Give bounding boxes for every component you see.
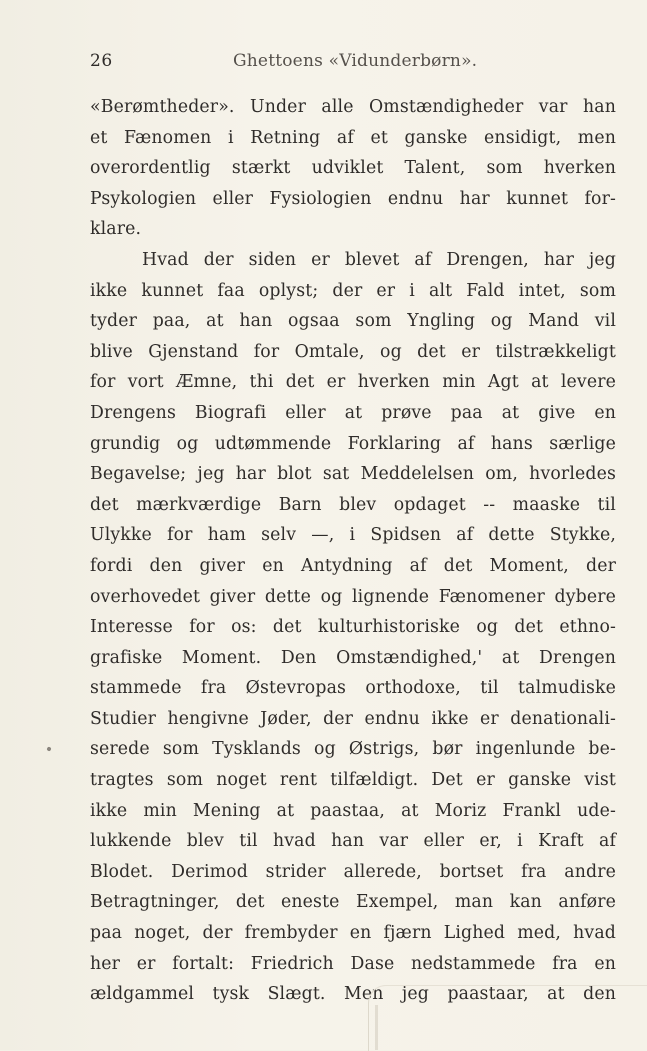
page-corner-edge xyxy=(368,985,647,1051)
text-line: grafiske Moment. Den Omstændighed,' at Drengen xyxy=(90,647,616,668)
text-line: ikke min Mening at paastaa, at Moriz Frankl ude- xyxy=(90,800,616,821)
text-line: et Fænomen i Retning af et ganske ensidigt, men xyxy=(90,127,616,148)
text-line: ikke kunnet faa oplyst; der er i alt Fald intet, som xyxy=(90,280,616,301)
text-line: ældgammel tysk Slægt. Men jeg paastaar, at den xyxy=(90,984,616,1005)
text-line: overhovedet giver dette og lignende Fænomener dybere xyxy=(90,586,616,607)
text-line: Betragtninger, det eneste Exempel, man kan anføre xyxy=(90,892,616,913)
body-text xyxy=(90,92,616,1010)
text-line: Drengens Biografi eller at prøve paa at give en xyxy=(90,402,616,423)
text-line: paa noget, der frembyder en fjærn Lighed med, hvad xyxy=(90,923,616,944)
text-line: for vort Æmne, thi det er hverken min Agt at levere xyxy=(90,372,616,393)
text-line: Studier hengivne Jøder, der endnu ikke er denationali- xyxy=(90,708,616,729)
running-title: Ghettoens «Vidunderbørn». xyxy=(233,51,478,71)
text-line: klare. xyxy=(90,219,142,240)
page-edge-shadow xyxy=(375,1005,378,1050)
text-line: serede som Tysklands og Østrigs, bør ingenlunde be- xyxy=(90,739,616,760)
text-line: fordi den giver en Antydning af det Moment, der xyxy=(90,555,616,576)
text-line: Psykologien eller Fysiologien endnu har kunnet for- xyxy=(90,188,616,209)
page-number: 26 xyxy=(90,51,113,71)
text-line: «Berømtheder». Under alle Omstændigheder var han xyxy=(90,97,616,117)
text-line: Interesse for os: det kulturhistoriske og det ethno- xyxy=(90,617,616,638)
text-line: Begavelse; jeg har blot sat Meddelelsen om, hvorledes xyxy=(90,464,616,485)
text-line: grundig og udtømmende Forklaring af hans særlige xyxy=(90,433,616,454)
text-line: tyder paa, at han ogsaa som Yngling og Mand vil xyxy=(90,311,616,332)
text-line: tragtes som noget rent tilfældigt. Det er ganske vist xyxy=(90,770,616,791)
text-line: Ulykke for ham selv —, i Spidsen af dette Stykke, xyxy=(90,525,616,546)
ink-speck xyxy=(46,746,51,751)
text-line: overordentlig stærkt udviklet Talent, som hverken xyxy=(90,158,616,179)
text-line: stammede fra Østevropas orthodoxe, til talmudiske xyxy=(90,678,616,699)
text-line: lukkende blev til hvad han var eller er, i Kraft af xyxy=(90,831,616,852)
text-line: det mærkværdige Barn blev opdaget -- maaske til xyxy=(90,494,616,515)
text-line: Blodet. Derimod strider allerede, bortset fra andre xyxy=(90,861,616,882)
page-header xyxy=(90,47,560,75)
text-line: Hvad der siden er blevet af Drengen, har jeg xyxy=(142,249,616,270)
text-line: her er fortalt: Friedrich Dase nedstammede fra en xyxy=(90,953,616,974)
text-line: blive Gjenstand for Omtale, og det er tilstrækkeligt xyxy=(90,341,616,362)
